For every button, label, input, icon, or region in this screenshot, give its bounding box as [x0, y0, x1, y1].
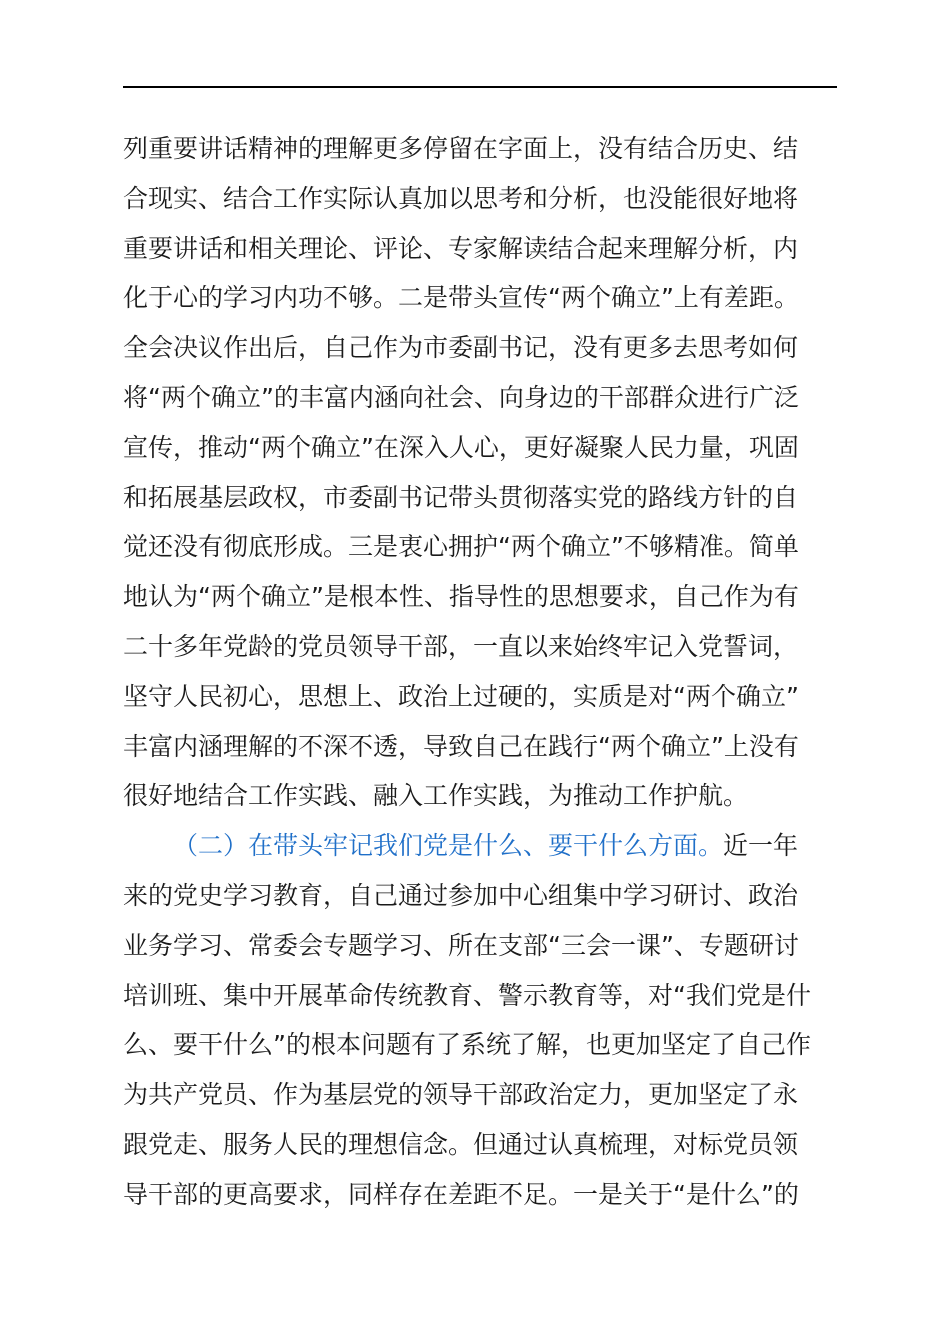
- body-line-22: 导干部的更高要求，同样存在差距不足。一是关于“是什么”的: [123, 1179, 799, 1209]
- body-line-20: 为共产党员、作为基层党的领导干部政治定力，更加坚定了永: [123, 1080, 799, 1110]
- body-line-14: 很好地结合工作实践、融入工作实践，为推动工作护航。: [123, 781, 749, 811]
- body-line-18: 培训班、集中开展革命传统教育、警示教育等，对“我们党是什: [123, 980, 811, 1010]
- body-line-5: 全会决议作出后，自己作为市委副书记，没有更多去思考如何: [123, 333, 799, 363]
- body-line-13: 丰富内涵理解的不深不透，导致自己在践行“两个确立”上没有: [123, 731, 799, 761]
- header-rule: [123, 86, 837, 88]
- document-body: [123, 124, 839, 1220]
- body-line-1: 列重要讲话精神的理解更多停留在字面上，没有结合历史、结: [123, 134, 799, 163]
- body-line-3: 重要讲话和相关理论、评论、专家解读结合起来理解分析，内: [123, 233, 799, 263]
- body-line-19: 么、要干什么”的根本问题有了系统了解，也更加坚定了自己作: [123, 1030, 811, 1060]
- section-heading-line: [123, 821, 839, 871]
- body-line-11: 二十多年党龄的党员领导干部，一直以来始终牢记入党誓词，: [123, 631, 799, 661]
- body-line-9: 觉还没有彻底形成。三是衷心拥护“两个确立”不够精准。简单: [123, 532, 799, 562]
- body-line-4: 化于心的学习内功不够。二是带头宣传“两个确立”上有差距。: [123, 283, 799, 313]
- body-line-7: 宣传，推动“两个确立”在深入人心，更好凝聚人民力量，巩固: [123, 432, 799, 462]
- body-line-2: 合现实、结合工作实际认真加以思考和分析，也没能很好地将: [123, 183, 799, 213]
- body-line-8: 和拓展基层政权，市委副书记带头贯彻落实党的路线方针的自: [123, 482, 799, 512]
- section-heading-continuation: 近一年: [723, 831, 799, 861]
- body-line-17: 业务学习、常委会专题学习、所在支部“三会一课”、专题研讨: [123, 930, 799, 960]
- body-line-16: 来的党史学习教育，自己通过参加中心组集中学习研讨、政治: [123, 880, 799, 910]
- section-heading: （二）在带头牢记我们党是什么、要干什么方面。: [173, 831, 724, 861]
- body-line-6: 将“两个确立”的丰富内涵向社会、向身边的干部群众进行广泛: [123, 382, 799, 412]
- body-line-12: 坚守人民初心，思想上、政治上过硬的，实质是对“两个确立”: [123, 681, 799, 711]
- body-line-21: 跟党走、服务人民的理想信念。但通过认真梳理，对标党员领: [123, 1129, 799, 1159]
- body-line-10: 地认为“两个确立”是根本性、指导性的思想要求，自己作为有: [123, 582, 799, 612]
